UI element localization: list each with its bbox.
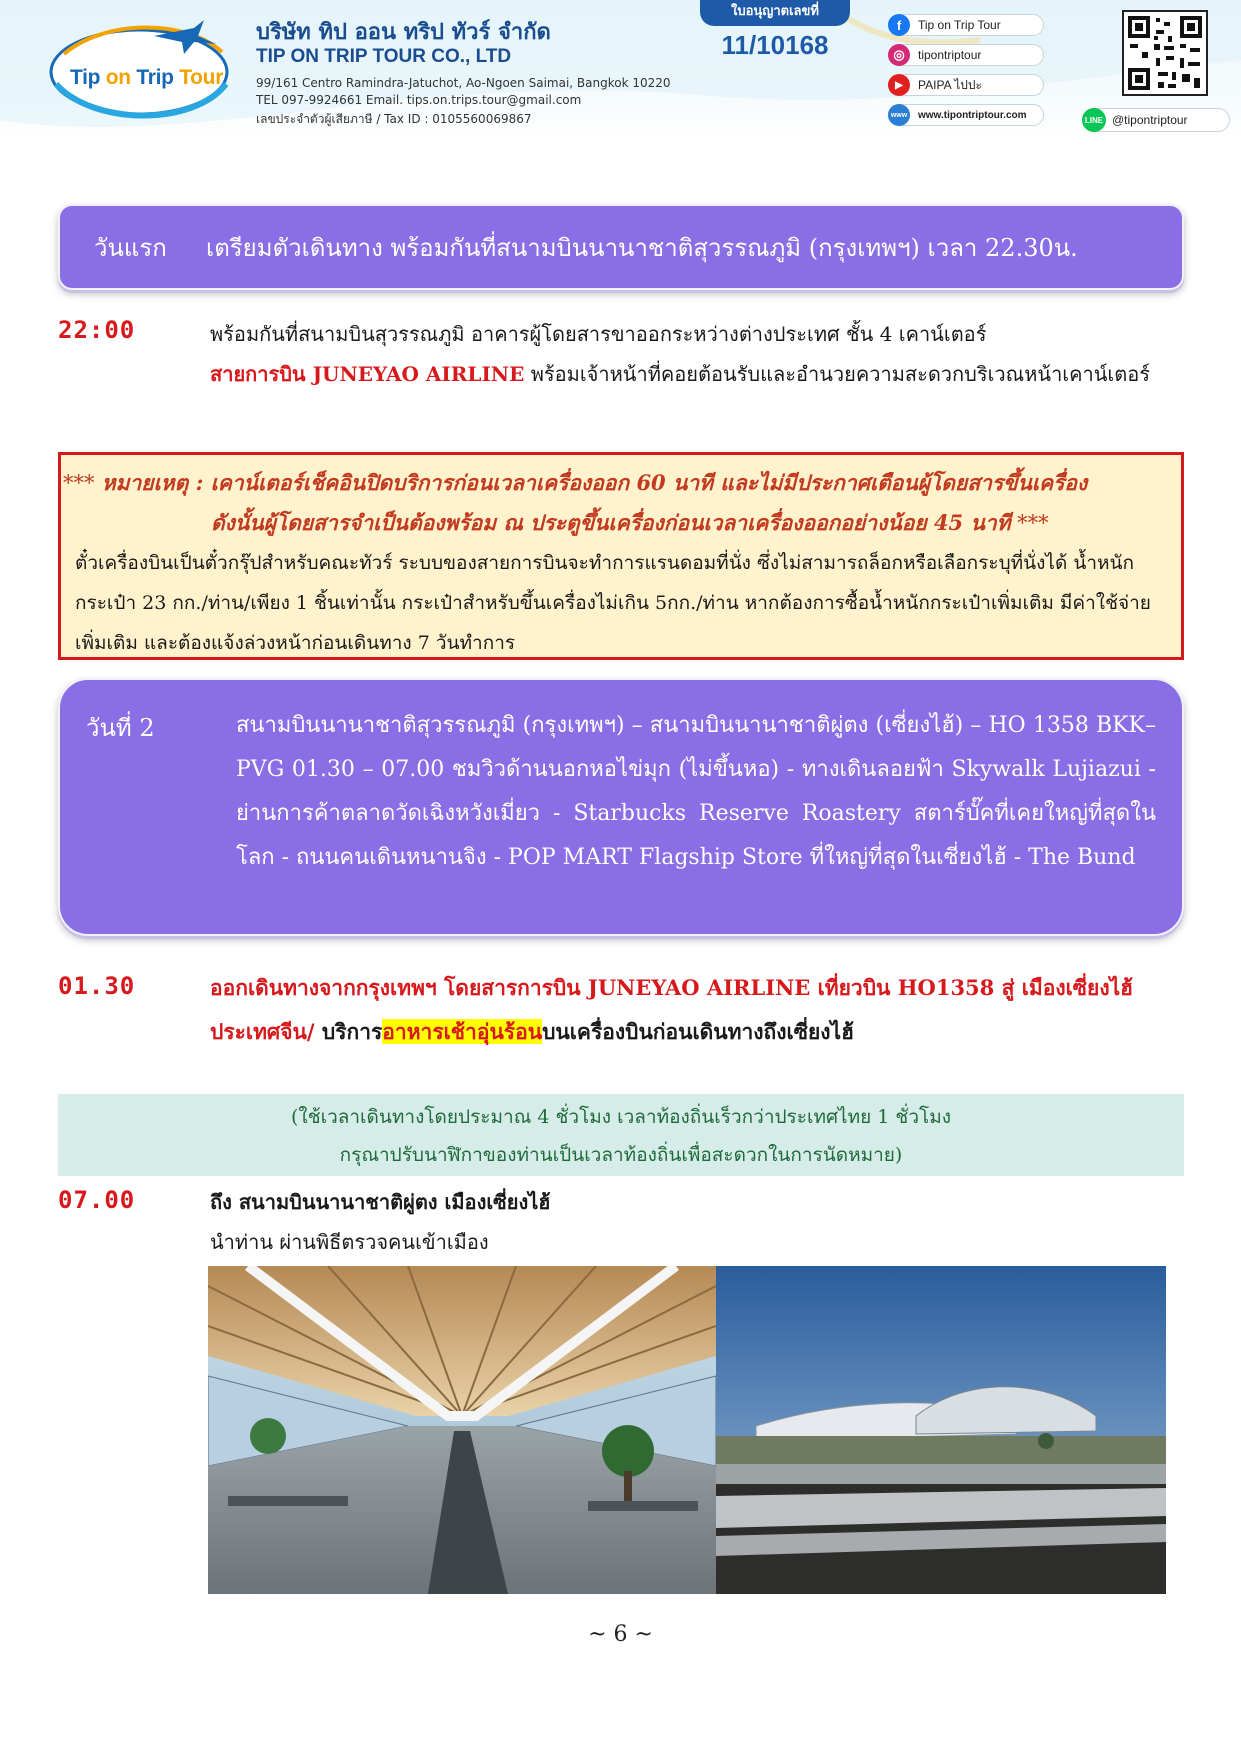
social-label: tipontriptour: [918, 48, 982, 62]
airport-interior-photo: [208, 1266, 716, 1594]
day1-label: วันแรก: [94, 234, 167, 262]
remark-line2-text: ดังนั้นผู้โดยสารจำเป็นต้องพร้อม ณ ประตูขึ้นเครื่องก่อนเวลาเครื่องออกอย่างน้อย 45 นาที: [211, 510, 1011, 535]
instagram-icon: ◎: [888, 44, 910, 66]
time-0130: 01.30: [58, 972, 136, 1000]
checkin-text: พร้อมกันที่สนามบินสุวรรณภูมิ อาคารผู้โดยสารขาออกระหว่างต่างประเทศ ชั้น 4 เคาน์เตอร์: [210, 322, 987, 346]
license-label: ใบอนุญาตเลขที่: [700, 0, 850, 26]
website-icon: www: [888, 104, 910, 126]
service-prefix: บริการ: [314, 1019, 383, 1044]
arrival-title: ถึง สนามบินนานาชาติผู่ตง เมืองเซี่ยงไฮ้: [210, 1190, 551, 1214]
airline-name: สายการบิน JUNEYAO AIRLINE: [210, 362, 525, 386]
company-contact: TEL 097-9924661 Email. tips.on.trips.tour@gmail.com: [256, 93, 582, 107]
travel-time-line1: (ใช้เวลาเดินทางโดยประมาณ 4 ชั่วโมง เวลาท้องถิ่นเร็วกว่าประเทศไทย 1 ชั่วโมง: [291, 1106, 951, 1128]
social-line[interactable]: [1082, 108, 1230, 132]
social-website[interactable]: [888, 104, 1044, 126]
remark-heading: [63, 467, 1183, 500]
flight-details: ออกเดินทางจากกรุงเทพฯ โดยสารการบิน JUNEYAO AIRLINE เที่ยวบิน HO1358 สู่ เมืองเซี่ยงไฮ้ ประเทศจีน/: [210, 975, 1133, 1044]
tax-id: เลขประจำตัวผู้เสียภาษี / Tax ID : 0105560069867: [256, 112, 532, 126]
social-youtube[interactable]: [888, 74, 1044, 96]
company-logo[interactable]: [44, 14, 234, 124]
immigration-text: นำท่าน ผ่านพิธีตรวจคนเข้าเมือง: [210, 1230, 489, 1254]
qr-code-icon[interactable]: [1122, 10, 1208, 96]
flight-paragraph: [210, 966, 1154, 1054]
license-number: 11/10168: [721, 30, 829, 60]
service-suffix: บนเครื่องบินก่อนเดินทางถึงเซี่ยงไฮ้: [542, 1019, 854, 1044]
company-address: 99/161 Centro Ramindra-Jatuchot, Ao-Ngoen Saimai, Bangkok 10220: [256, 76, 671, 90]
page-number: ~ 6 ~: [588, 1622, 653, 1647]
social-instagram[interactable]: [888, 44, 1044, 66]
company-name-english: TIP ON TRIP TOUR CO., LTD: [256, 46, 512, 67]
remark-line2: [211, 507, 1049, 540]
social-facebook[interactable]: [888, 14, 1044, 36]
line-id: @tipontriptour: [1112, 113, 1188, 127]
airport-exterior-photo: [716, 1266, 1166, 1594]
day1-title: เตรียมตัวเดินทาง พร้อมกันที่สนามบินนานาชาติสุวรรณภูมิ (กรุงเทพฯ) เวลา 22.30น.: [206, 234, 1078, 262]
day2-title: สนามบินนานาชาติสุวรรณภูมิ (กรุงเทพฯ) – สนามบินนานาชาติผู่ตง (เซี่ยงไฮ้) – HO 1358 BKK– PVG 01.30 – 07.00 ชมวิวด้านนอกหอไข่มุก (ไม่ขึ้นหอ) - ทางเดินลอยฟ้า Skywalk Lujiazui - ย่านการค้าตลาดวัดเฉิงหวังเมี่ยว - Starbucks Reserve Roastery สตาร์บั๊คที่เคยใหญ่ที่สุดในโลก - ถนนคนเดินหนานจิง - POP MART Flagship Store ที่ใหญ่ที่สุดในเซี่ยงไฮ้ - The Bund: [236, 713, 1156, 870]
remark-stars: ***: [63, 471, 95, 495]
travel-time-line2: กรุณาปรับนาฬิกาของท่านเป็นเวลาท้องถิ่นเพื่อสะดวกในการนัดหมาย): [339, 1144, 903, 1166]
day2-label: วันที่ 2: [86, 714, 155, 742]
social-label: www.tipontriptour.com: [918, 109, 1027, 121]
social-label: PAIPA ไปปะ: [918, 77, 982, 92]
social-label: Tip on Trip Tour: [918, 18, 1001, 32]
breakfast-highlight: อาหารเช้าอุ่นร้อน: [382, 1019, 543, 1044]
company-name-thai: บริษัท ทิป ออน ทริป ทัวร์ จำกัด: [256, 20, 551, 45]
logo-wordmark: Tip on Trip Tour: [70, 66, 224, 89]
time-2200: 22:00: [58, 316, 136, 344]
ticket-policy: ตั๋วเครื่องบินเป็นตั๋วกรุ๊ปสำหรับคณะทัวร์ ระบบของสายการบินจะทำการแรนดอมที่นั่ง ซึ่งไม่สามารถล็อกหรือเลือกระบุที่นั่งได้ น้ำหนักกระเป๋า 23 กก./ท่าน/เพียง 1 ชิ้นเท่านั้น กระเป๋าสำหรับขึ้นเครื่องไม่เกิน 5กก./ท่าน หากต้องการซื้อน้ำหนักกระเป๋าเพิ่มเติม มีค่าใช้จ่ายเพิ่มเติม และต้องแจ้งล่วงหน้าก่อนเดินทาง 7 วันทำการ: [75, 552, 1151, 654]
letterhead: [0, 0, 1241, 140]
time-0700: 07.00: [58, 1186, 136, 1214]
remark-box: [58, 452, 1184, 660]
remark-line1: หมายเหตุ : เคาน์เตอร์เช็คอินปิดบริการก่อนเวลาเครื่องออก 60 นาที และไม่มีประกาศเตือนผู้โดยสารขึ้นเครื่อง: [94, 470, 1088, 495]
checkin-text-2: พร้อมเจ้าหน้าที่คอยต้อนรับและอำนวยความสะดวกบริเวณหน้าเคาน์เตอร์: [524, 362, 1150, 386]
day2-banner: [58, 678, 1184, 936]
youtube-icon: ▶: [888, 74, 910, 96]
travel-time-info: [58, 1094, 1184, 1176]
day1-banner: [58, 204, 1184, 290]
facebook-icon: f: [888, 14, 910, 36]
line-icon: LINE: [1082, 108, 1106, 132]
checkin-paragraph: [210, 314, 1154, 394]
remark-stars-end: ***: [1010, 511, 1049, 535]
